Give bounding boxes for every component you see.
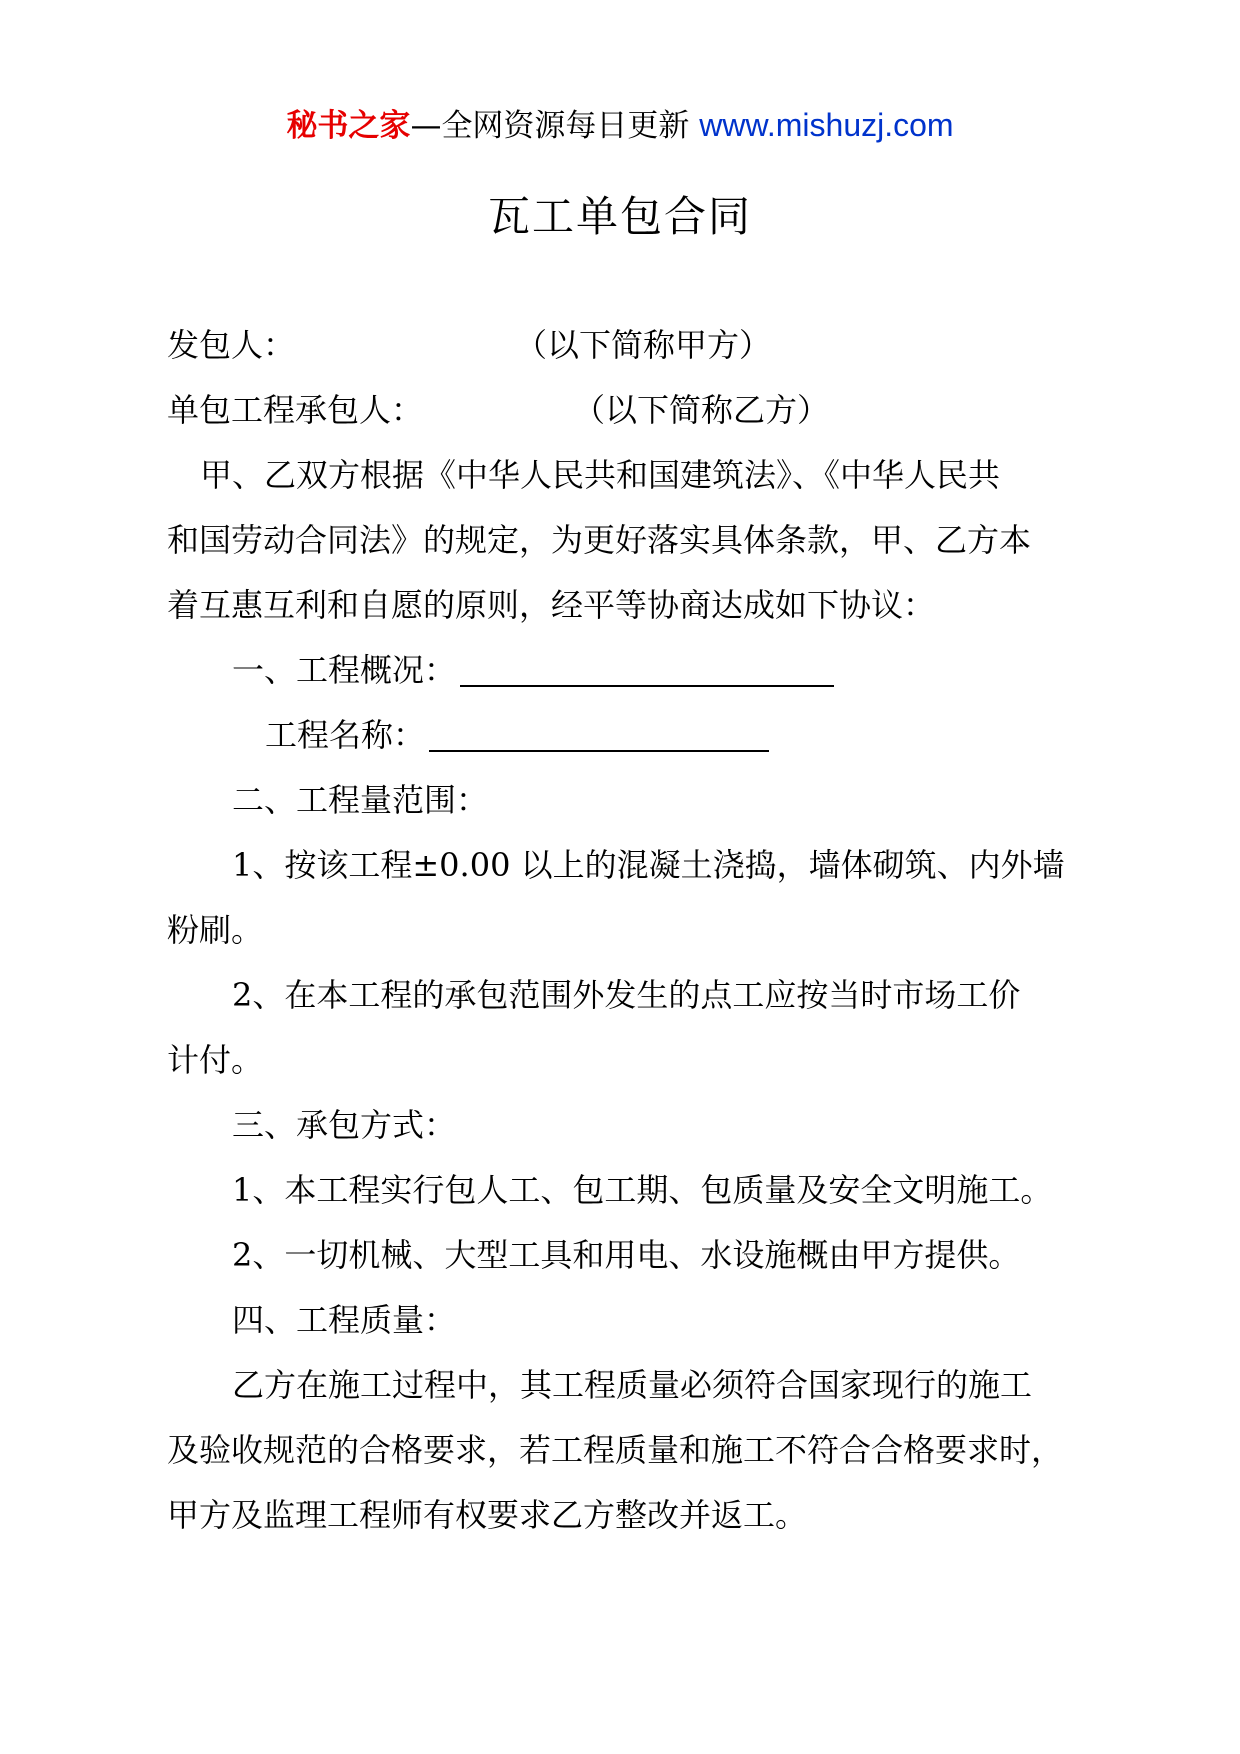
section-4-line-3: 甲方及监理工程师有权要求乙方整改并返工。 <box>167 1496 808 1534</box>
section-3-item-1: 1、本工程实行包人工、包工期、包质量及安全文明施工。 <box>232 1171 1053 1209</box>
section-4-line-2: 及验收规范的合格要求，若工程质量和施工不符合合格要求时， <box>167 1431 1064 1469</box>
section-3-title: 三、承包方式： <box>232 1106 457 1144</box>
document-title: 瓦工单包合同 <box>487 192 752 241</box>
project-overview-blank[interactable] <box>460 649 834 687</box>
brand-name: 秘书之家 <box>286 108 411 144</box>
section-2-item-2-line-1: 2、在本工程的承包范围外发生的点工应按当时市场工价 <box>232 976 1021 1014</box>
project-name-blank[interactable] <box>429 714 769 752</box>
party-a-label: 发包人： <box>167 326 296 364</box>
intro-line-2: 和国劳动合同法》的规定，为更好落实具体条款，甲、乙方本 <box>167 521 1032 559</box>
project-name-label: 工程名称： <box>265 716 426 754</box>
intro-line-3: 着互惠互利和自愿的原则，经平等协商达成如下协议： <box>167 586 936 624</box>
site-header <box>0 100 1240 151</box>
section-4-line-1: 乙方在施工过程中，其工程质量必须符合国家现行的施工 <box>232 1366 1033 1404</box>
project-name-line <box>265 710 769 760</box>
party-b-alias: （以下简称乙方） <box>573 391 830 429</box>
section-2-item-1-line-2: 粉刷。 <box>167 911 264 949</box>
section-3-item-2: 2、一切机械、大型工具和用电、水设施概由甲方提供。 <box>232 1236 1021 1274</box>
section-1-title: 一、工程概况： <box>232 651 457 689</box>
section-2-item-2-line-2: 计付。 <box>167 1041 264 1079</box>
party-a-alias: （以下简称甲方） <box>515 326 772 364</box>
intro-line-1: 甲、乙双方根据《中华人民共和国建筑法》、《中华人民共 <box>200 456 1001 494</box>
section-2-item-1-line-1: 1、按该工程±0.00 以上的混凝土浇捣，墙体砌筑、内外墙 <box>232 846 1065 884</box>
header-tagline: —全网资源每日更新 <box>410 108 700 144</box>
site-url-link[interactable]: www.mishuzj.com <box>699 107 954 143</box>
section-1-line <box>232 645 834 695</box>
section-4-title: 四、工程质量： <box>232 1301 457 1339</box>
section-2-title: 二、工程量范围： <box>232 781 489 819</box>
party-a-line <box>167 320 771 370</box>
party-b-label: 单包工程承包人： <box>167 391 424 429</box>
party-b-line <box>167 385 829 435</box>
